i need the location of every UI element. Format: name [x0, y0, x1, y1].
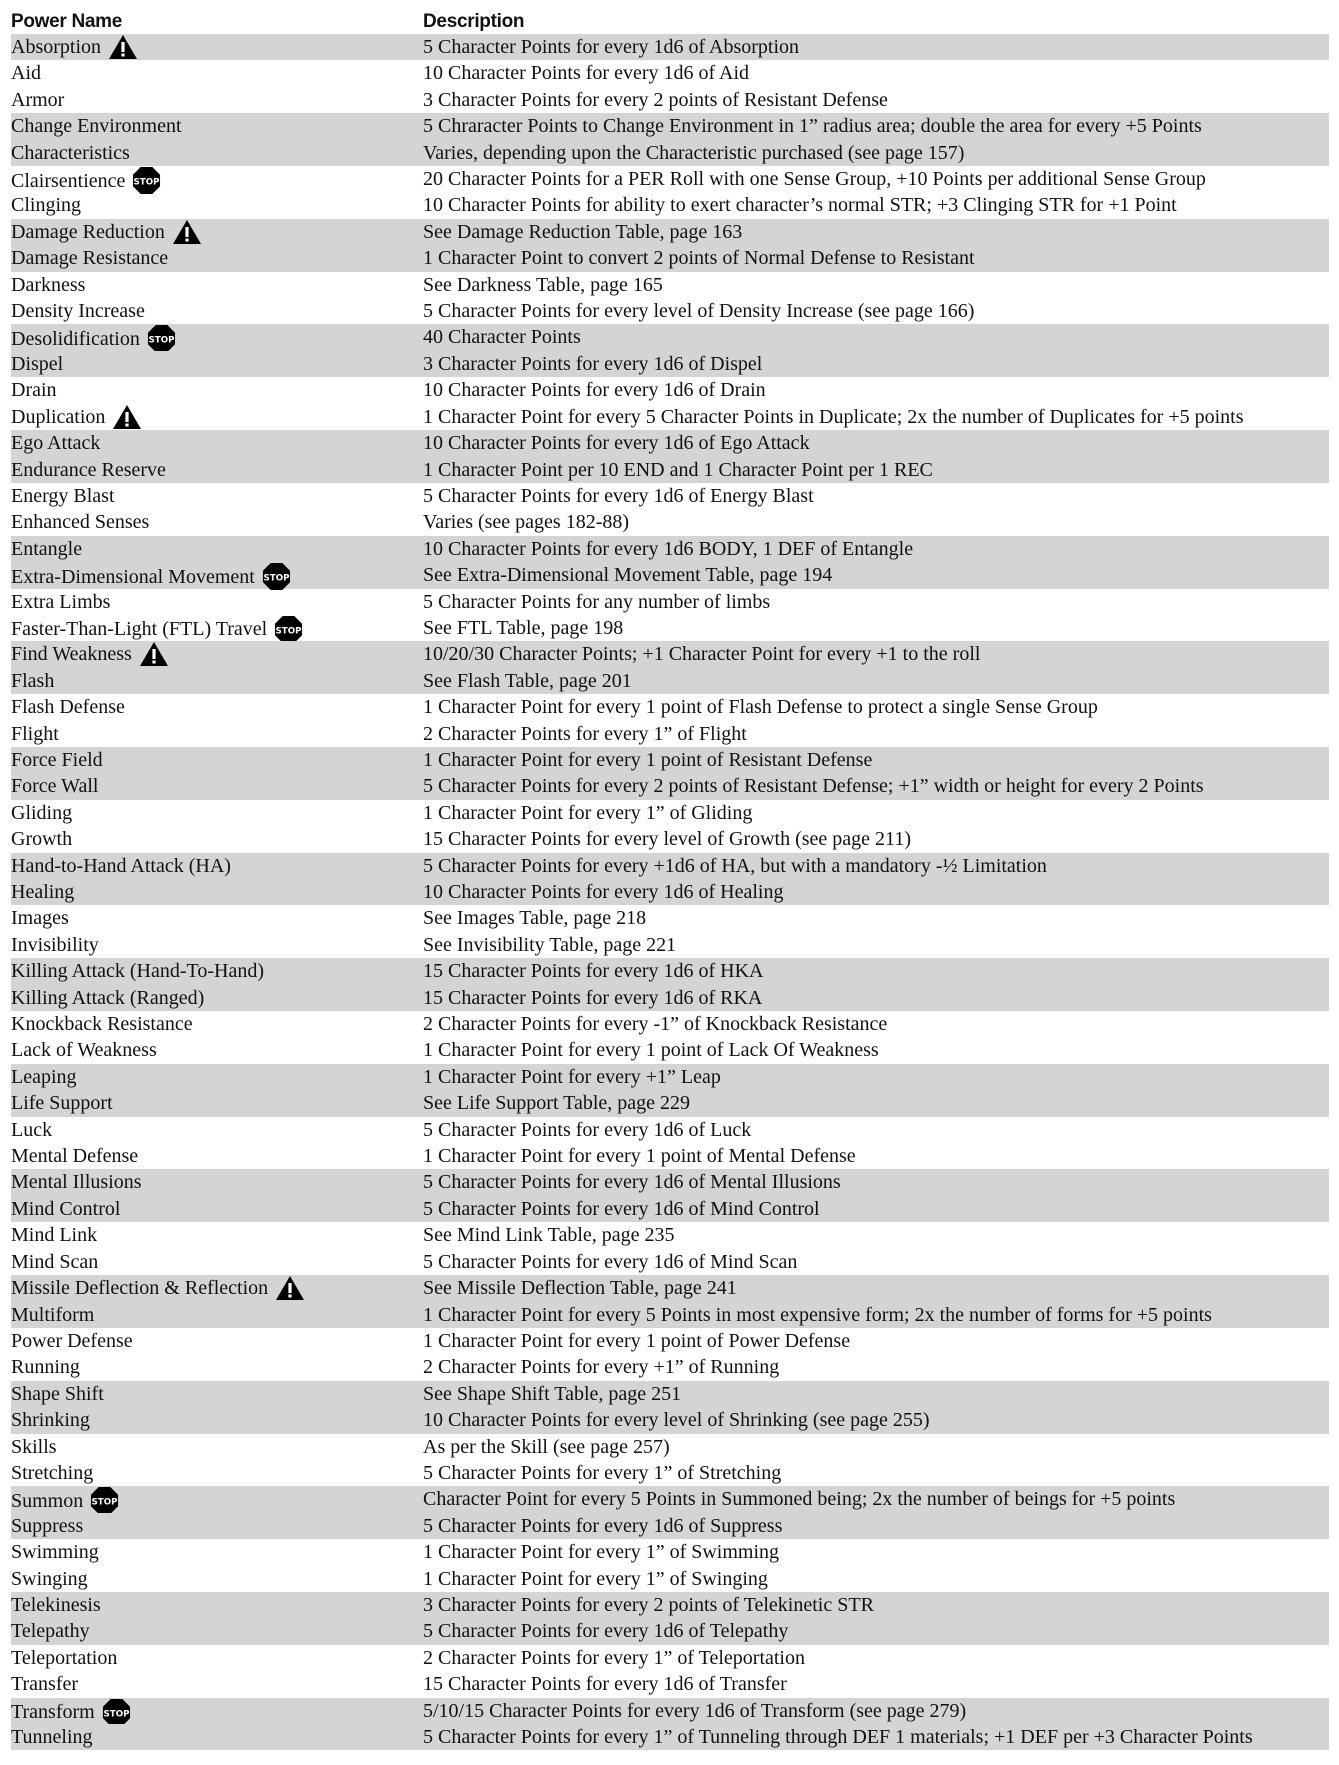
power-description: 5 Character Points for every 1d6 of Absorption: [423, 36, 800, 58]
table-row: [11, 1460, 1329, 1486]
table-row: [11, 879, 1329, 905]
power-name-text: Density Increase: [11, 300, 145, 323]
power-name: [11, 1011, 193, 1037]
power-description: 5 Character Points for every 1d6 of Telepathy: [423, 1620, 789, 1643]
power-name-text: Transfer: [11, 1673, 79, 1696]
power-name-text: Force Field: [11, 748, 103, 771]
table-row: [11, 1354, 1329, 1380]
power-description: See Flash Table, page 201: [423, 669, 632, 692]
power-name: [11, 1724, 93, 1750]
power-description: See Extra-Dimensional Movement Table, page 194: [423, 564, 833, 587]
power-description: Varies (see pages 182-88): [423, 511, 630, 534]
table-row: [11, 932, 1329, 958]
power-name: [11, 1407, 90, 1433]
power-description: 5 Character Points for every 1d6 of Mind Scan: [423, 1250, 798, 1273]
table-row: [11, 853, 1329, 879]
power-name: [11, 747, 103, 773]
power-name-text: Flash Defense: [11, 696, 125, 719]
power-description: 1 Character Point for every 1 point of Mental Defense: [423, 1145, 856, 1168]
power-description: See Shape Shift Table, page 251: [423, 1382, 682, 1405]
power-description: 5 Character Points for every 1d6 of Luck: [423, 1118, 752, 1141]
table-row: [11, 1143, 1329, 1169]
power-name: [11, 1354, 80, 1380]
power-name: [11, 298, 145, 324]
power-description: 5 Character Points for every 1d6 of Mind Control: [423, 1197, 820, 1220]
table-row: [11, 1539, 1329, 1565]
power-description: See Damage Reduction Table, page 163: [423, 220, 743, 243]
table-row: [11, 87, 1329, 113]
power-name-text: Mind Link: [11, 1224, 98, 1247]
power-description: 15 Character Points for every 1d6 of Transfer: [423, 1673, 787, 1696]
power-name: [11, 641, 169, 667]
power-name: [11, 958, 264, 984]
power-description: 5/10/15 Character Points for every 1d6 of Transform (see page 279): [423, 1699, 967, 1722]
power-description: 1 Character Point for every 5 Character Points in Duplicate; 2x the number of Duplicates for +5 points: [423, 405, 1244, 428]
power-name: [11, 1090, 113, 1116]
table-row: [11, 1486, 1329, 1512]
table-row: [11, 430, 1329, 456]
table-row: [11, 721, 1329, 747]
table-row: [11, 536, 1329, 562]
power-name-text: Damage Reduction: [11, 220, 165, 243]
power-name-text: Shape Shift: [11, 1382, 104, 1405]
power-name: [11, 1618, 90, 1644]
power-name-text: Shrinking: [11, 1409, 90, 1432]
warning-icon: [172, 219, 202, 245]
power-description: See Life Support Table, page 229: [423, 1092, 691, 1115]
power-name-text: Absorption: [11, 36, 101, 58]
power-name: [11, 1486, 119, 1515]
power-name-text: Life Support: [11, 1092, 113, 1115]
power-name: [11, 800, 72, 826]
power-name: [11, 272, 85, 298]
table-row: [11, 192, 1329, 218]
power-name-text: Darkness: [11, 273, 86, 296]
stop-sign-icon: [132, 166, 161, 195]
power-name-text: Armor: [11, 88, 65, 111]
power-name: [11, 1169, 142, 1195]
power-description: 3 Character Points for every 1d6 of Dispel: [423, 352, 763, 375]
table-row: [11, 113, 1329, 139]
power-name: [11, 1434, 57, 1460]
warning-icon: [139, 641, 169, 667]
table-row: [11, 615, 1329, 641]
power-description: Varies, depending upon the Characteristic purchased (see page 157): [423, 141, 965, 164]
power-name-text: Clairsentience: [11, 169, 126, 192]
power-description: 5 Character Points for every 1d6 of Energy Blast: [423, 484, 814, 507]
power-name-text: Luck: [11, 1118, 53, 1141]
table-row: [11, 800, 1329, 826]
table-row: [11, 1328, 1329, 1354]
table-row: [11, 457, 1329, 483]
table-row: [11, 34, 1329, 60]
power-name-text: Killing Attack (Ranged): [11, 986, 205, 1009]
power-name-text: Mind Control: [11, 1197, 121, 1220]
power-name: [11, 1645, 117, 1671]
table-row: [11, 377, 1329, 403]
table-row: [11, 1037, 1329, 1063]
table-row: [11, 1618, 1329, 1644]
power-name-text: Mental Defense: [11, 1145, 139, 1168]
table-row: [11, 1671, 1329, 1697]
power-name-text: Dispel: [11, 352, 64, 375]
svg-text:STOP: STOP: [263, 573, 290, 584]
power-name-text: Stretching: [11, 1461, 94, 1484]
power-description: 15 Character Points for every level of Growth (see page 211): [423, 828, 911, 851]
power-name: [11, 562, 291, 591]
power-name: [11, 1539, 99, 1565]
table-row: [11, 1513, 1329, 1539]
power-description: See Images Table, page 218: [423, 907, 647, 930]
power-name: [11, 905, 69, 931]
power-name: [11, 245, 168, 271]
table-row: [11, 1064, 1329, 1090]
table-row: [11, 351, 1329, 377]
power-description: 15 Character Points for every 1d6 of HKA: [423, 960, 764, 983]
power-name: [11, 1381, 104, 1407]
power-name: [11, 192, 81, 218]
power-name-text: Telekinesis: [11, 1593, 101, 1616]
power-description: As per the Skill (see page 257): [423, 1435, 670, 1458]
power-name-text: Invisibility: [11, 933, 99, 956]
power-description: 10 Character Points for every 1d6 of Drain: [423, 379, 766, 402]
power-description: 5 Chraracter Points to Change Environment in 1” radius area; double the area for every +5 Points: [423, 115, 1202, 138]
power-name: [11, 457, 166, 483]
power-description: 1 Character Point for every 1” of Gliding: [423, 801, 753, 824]
power-description: 5 Character Points for every 1d6 of Mental Illusions: [423, 1171, 841, 1194]
table-row: [11, 140, 1329, 166]
table-row: [11, 1222, 1329, 1248]
power-name: [11, 166, 161, 195]
power-name: [11, 1117, 52, 1143]
table-header: [11, 10, 1329, 34]
power-description: 10/20/30 Character Points; +1 Character Point for every +1 to the roll: [423, 643, 981, 666]
power-description: 1 Character Point for every 1” of Swimming: [423, 1541, 780, 1564]
power-description: 10 Character Points for every level of Shrinking (see page 255): [423, 1409, 930, 1432]
power-name-text: Healing: [11, 881, 75, 903]
power-name: [11, 985, 204, 1011]
power-name-text: Aid: [11, 62, 41, 85]
power-description: 1 Character Point for every 1” of Swinging: [423, 1567, 768, 1590]
power-name: [11, 615, 303, 644]
power-description: See Missile Deflection Table, page 241: [423, 1277, 737, 1300]
power-description: 3 Character Points for every 2 points of Telekinetic STR: [423, 1593, 874, 1616]
table-row: [11, 1011, 1329, 1037]
table-row: [11, 1090, 1329, 1116]
table-row: [11, 694, 1329, 720]
power-description: 2 Character Points for every 1” of Teleportation: [423, 1646, 805, 1669]
power-description: 10 Character Points for every 1d6 of Aid: [423, 62, 750, 85]
power-name: [11, 1302, 94, 1328]
power-name-text: Enhanced Senses: [11, 511, 150, 534]
power-description: 1 Character Point for every 1 point of Lack Of Weakness: [423, 1039, 879, 1062]
table-row: [11, 1592, 1329, 1618]
power-description: 40 Character Points: [423, 326, 581, 349]
power-name: [11, 430, 100, 456]
power-name-text: Mind Scan: [11, 1250, 99, 1273]
power-description: 1 Character Point to convert 2 points of Normal Defense to Resistant: [423, 247, 975, 270]
stop-sign-icon: [147, 324, 176, 353]
power-description: 10 Character Points for ability to exert character’s normal STR; +3 Clinging STR for +1 Point: [423, 194, 1177, 217]
power-name-text: Endurance Reserve: [11, 458, 166, 481]
power-name-text: Running: [11, 1356, 80, 1379]
power-name-text: Images: [11, 907, 69, 930]
powers-table: [11, 10, 1329, 1750]
power-name: [11, 536, 82, 562]
power-name-text: Lack of Weakness: [11, 1039, 157, 1062]
power-name-text: Teleportation: [11, 1646, 118, 1669]
svg-text:STOP: STOP: [103, 1708, 130, 1719]
power-name: [11, 113, 182, 139]
table-row: [11, 1196, 1329, 1222]
warning-icon: [108, 34, 138, 60]
power-description: 2 Character Points for every +1” of Running: [423, 1356, 780, 1379]
stop-sign-icon: [102, 1698, 131, 1727]
table-row: [11, 324, 1329, 350]
power-description: 5 Character Points for every 2 points of Resistant Defense; +1” width or height for every 2 Points: [423, 775, 1204, 798]
power-name-text: Mental Illusions: [11, 1171, 142, 1194]
power-description: 2 Character Points for every 1” of Flight: [423, 722, 747, 745]
power-name: [11, 1566, 88, 1592]
power-name-text: Energy Blast: [11, 484, 115, 507]
power-name: [11, 773, 98, 799]
power-description: See Invisibility Table, page 221: [423, 933, 677, 956]
table-row: [11, 509, 1329, 535]
table-row: [11, 245, 1329, 271]
power-name-text: Telepathy: [11, 1620, 90, 1643]
table-row: [11, 1381, 1329, 1407]
table-row: [11, 1249, 1329, 1275]
power-name: [11, 60, 41, 86]
power-name-text: Power Defense: [11, 1329, 133, 1352]
stop-sign-icon: [262, 562, 291, 591]
table-row: [11, 1407, 1329, 1433]
table-row: [11, 905, 1329, 931]
power-description: 15 Character Points for every 1d6 of RKA: [423, 986, 763, 1009]
power-description: 10 Character Points for every 1d6 of Healing: [423, 881, 784, 903]
power-name: [11, 694, 125, 720]
power-name-text: Ego Attack: [11, 432, 101, 455]
table-row: [11, 483, 1329, 509]
power-name: [11, 1698, 131, 1727]
power-name-text: Desolidification: [11, 327, 140, 350]
power-name: [11, 1064, 77, 1090]
power-name-text: Drain: [11, 379, 57, 402]
power-name-text: Transform: [11, 1701, 95, 1724]
table-row: [11, 641, 1329, 667]
power-name: [11, 1513, 83, 1539]
table-row: [11, 773, 1329, 799]
power-name-text: Duplication: [11, 405, 106, 428]
power-name: [11, 1328, 133, 1354]
stop-sign-icon: [90, 1486, 119, 1515]
power-name-text: Entangle: [11, 537, 83, 560]
table-row: [11, 747, 1329, 773]
power-description: 10 Character Points for every 1d6 of Ego Attack: [423, 432, 810, 455]
power-name: [11, 509, 149, 535]
table-row: [11, 985, 1329, 1011]
power-name-text: Skills: [11, 1435, 57, 1458]
table-row: [11, 589, 1329, 615]
power-name: [11, 483, 115, 509]
power-description: 5 Character Points for every level of Density Increase (see page 166): [423, 300, 975, 323]
table-row: [11, 404, 1329, 430]
power-name: [11, 589, 110, 615]
power-name: [11, 1249, 98, 1275]
power-name-text: Change Environment: [11, 115, 182, 138]
power-name: [11, 87, 64, 113]
svg-text:STOP: STOP: [133, 177, 160, 188]
table-row: [11, 60, 1329, 86]
power-name: [11, 668, 54, 694]
power-name-text: Killing Attack (Hand-To-Hand): [11, 960, 264, 983]
power-name: [11, 853, 231, 879]
power-name-text: Growth: [11, 828, 73, 851]
power-name: [11, 404, 142, 430]
table-row: [11, 562, 1329, 588]
table-row: [11, 298, 1329, 324]
power-name-text: Tunneling: [11, 1726, 93, 1748]
power-name-text: Characteristics: [11, 141, 130, 164]
power-name-text: Flash: [11, 669, 55, 692]
power-name-text: Clinging: [11, 194, 82, 217]
power-name: [11, 34, 138, 60]
power-description: 5 Character Points for every +1d6 of HA, but with a mandatory -½ Limitation: [423, 854, 1047, 877]
table-body: [11, 34, 1329, 1750]
power-name: [11, 932, 99, 958]
table-row: [11, 826, 1329, 852]
power-name-text: Missile Deflection & Reflection: [11, 1277, 269, 1300]
power-name-text: Force Wall: [11, 775, 99, 798]
power-name: [11, 1592, 101, 1618]
table-row: [11, 958, 1329, 984]
power-name-text: Extra-Dimensional Movement: [11, 565, 255, 588]
power-description: 10 Character Points for every 1d6 BODY, 1 DEF of Entangle: [423, 537, 914, 560]
column-header-description: Description: [423, 11, 525, 32]
power-name: [11, 377, 57, 403]
power-name: [11, 1037, 157, 1063]
power-name-text: Leaping: [11, 1065, 77, 1088]
power-description: 1 Character Point for every 1 point of Power Defense: [423, 1329, 851, 1352]
table-row: [11, 1169, 1329, 1195]
power-name: [11, 1143, 138, 1169]
power-name-text: Find Weakness: [11, 643, 132, 666]
power-name: [11, 721, 59, 747]
table-row: [11, 1275, 1329, 1301]
table-row: [11, 668, 1329, 694]
power-name-text: Gliding: [11, 801, 73, 824]
table-row: [11, 272, 1329, 298]
power-name: [11, 351, 63, 377]
power-description: 5 Character Points for any number of limbs: [423, 590, 771, 613]
power-description: 5 Character Points for every 1d6 of Suppress: [423, 1514, 783, 1537]
power-name: [11, 1671, 78, 1697]
power-name-text: Multiform: [11, 1303, 95, 1326]
column-header-power-name: Power Name: [11, 11, 123, 32]
power-name-text: Swimming: [11, 1541, 99, 1564]
power-name-text: Damage Resistance: [11, 247, 169, 270]
power-description: 1 Character Point per 10 END and 1 Character Point per 1 REC: [423, 458, 933, 481]
power-name-text: Knockback Resistance: [11, 1013, 193, 1036]
svg-text:STOP: STOP: [91, 1497, 118, 1508]
power-name: [11, 140, 130, 166]
table-row: [11, 1434, 1329, 1460]
power-name: [11, 219, 202, 245]
table-row: [11, 166, 1329, 192]
power-name: [11, 1222, 97, 1248]
power-description: See Darkness Table, page 165: [423, 273, 663, 296]
power-description: 1 Character Point for every +1” Leap: [423, 1065, 721, 1088]
power-name-text: Flight: [11, 722, 59, 745]
power-description: 1 Character Point for every 1 point of Resistant Defense: [423, 748, 873, 771]
power-name: [11, 1460, 93, 1486]
table-row: [11, 1566, 1329, 1592]
warning-icon: [112, 404, 142, 430]
power-name: [11, 879, 74, 905]
table-row: [11, 1698, 1329, 1724]
power-description: 5 Character Points for every 1” of Stretching: [423, 1461, 782, 1484]
power-name-text: Summon: [11, 1489, 84, 1512]
power-description: 5 Character Points for every 1” of Tunneling through DEF 1 materials; +1 DEF per +3 Character Points: [423, 1726, 1253, 1748]
table-row: [11, 219, 1329, 245]
table-row: [11, 1724, 1329, 1750]
table-row: [11, 1302, 1329, 1328]
power-name-text: Hand-to-Hand Attack (HA): [11, 854, 231, 877]
power-name: [11, 1196, 120, 1222]
power-description: 2 Character Points for every -1” of Knockback Resistance: [423, 1013, 888, 1036]
power-name-text: Swinging: [11, 1567, 88, 1590]
power-name-text: Faster-Than-Light (FTL) Travel: [11, 618, 268, 641]
svg-text:STOP: STOP: [275, 626, 302, 637]
power-name: [11, 1275, 305, 1301]
svg-text:STOP: STOP: [148, 335, 175, 346]
warning-icon: [275, 1275, 305, 1301]
table-row: [11, 1117, 1329, 1143]
power-description: 20 Character Points for a PER Roll with one Sense Group, +10 Points per additional Sense Group: [423, 168, 1206, 191]
power-name: [11, 826, 72, 852]
stop-sign-icon: [274, 615, 303, 644]
power-name-text: Suppress: [11, 1514, 84, 1537]
power-description: See Mind Link Table, page 235: [423, 1224, 675, 1247]
table-row: [11, 1645, 1329, 1671]
power-description: 3 Character Points for every 2 points of Resistant Defense: [423, 88, 888, 111]
power-name-text: Extra Limbs: [11, 590, 111, 613]
power-description: 1 Character Point for every 1 point of Flash Defense to protect a single Sense Group: [423, 696, 1098, 719]
power-description: 1 Character Point for every 5 Points in most expensive form; 2x the number of forms for +5 points: [423, 1303, 1212, 1326]
power-name: [11, 324, 176, 353]
power-description: See FTL Table, page 198: [423, 616, 624, 639]
power-description: Character Point for every 5 Points in Summoned being; 2x the number of beings for +5 points: [423, 1488, 1176, 1511]
